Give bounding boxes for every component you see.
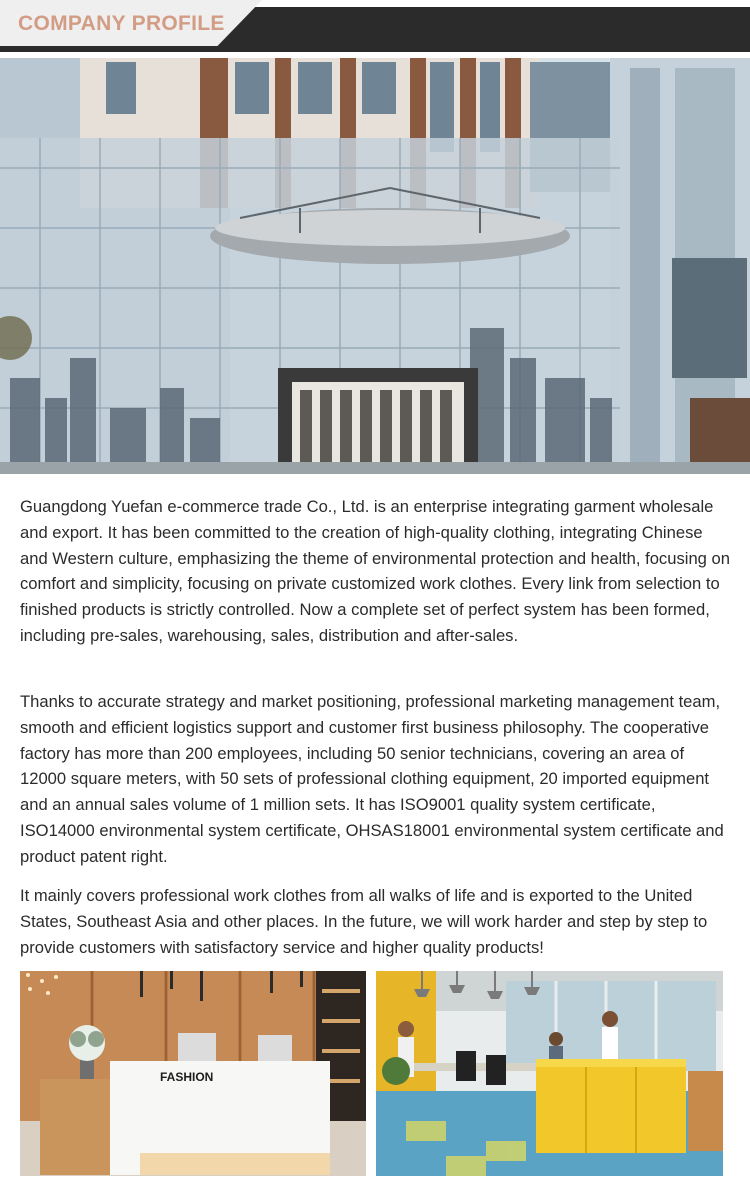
company-intro-paragraph: Guangdong Yuefan e-commerce trade Co., Ltd. is an enterprise integrating garment wholesale and export. It has been committed to the creation of high-quality clothing, integrating Chinese and Western culture, emphasizing the theme of environmental protection and health, focusing on comfort and simplicity, focusing on private customized work clothes. Every link from selection to finished products is strictly controlled. Now a complete set of perfect system has been formed, including pre-sales, warehousing, sales, distribution and after-sales.	[20, 497, 730, 645]
company-market-paragraph: It mainly covers professional work clothes from all walks of life and is exported to the United States, Southeast Asia and other places. In the future, we will work harder and step by step to provide customers with satisfactory service and higher quality products!	[20, 886, 708, 957]
reception-desk-photo	[20, 971, 366, 1176]
reception-sign-text: FASHION	[160, 1070, 214, 1084]
hero-building-image	[0, 58, 750, 474]
section-title: COMPANY PROFILE	[18, 12, 225, 35]
company-strength-paragraph: Thanks to accurate strategy and market positioning, professional marketing management team, smooth and efficient logistics support and customer first business philosophy. The cooperative factory has more than 200 employees, including 50 senior technicians, covering an area of 12000 square meters, with 50 sets of professional clothing equipment, 20 imported equipment and an annual sales volume of 1 million sets. It has ISO9001 quality system certificate, ISO14000 environmental system certificate, OHSAS18001 environmental system certificate and product patent right.	[20, 692, 724, 866]
section-header	[0, 0, 750, 52]
office-workspace-photo	[376, 971, 723, 1176]
